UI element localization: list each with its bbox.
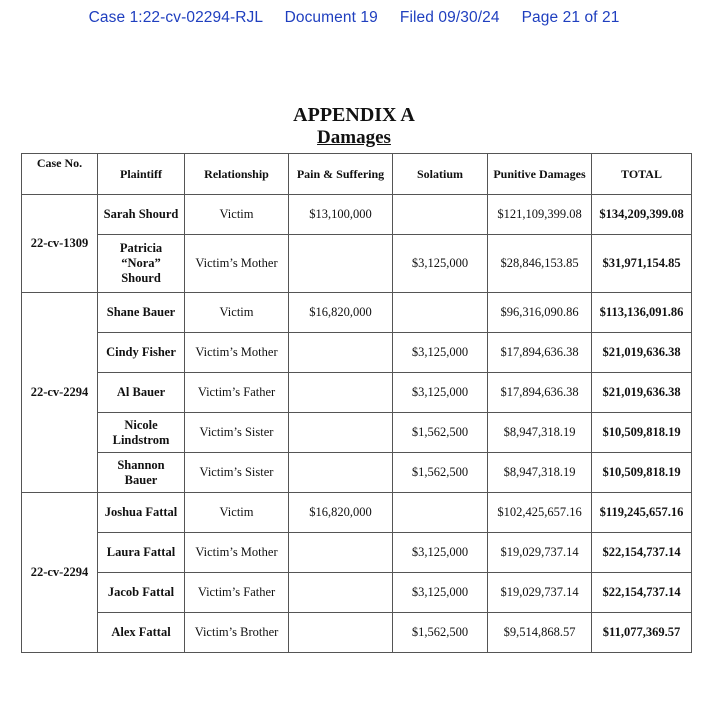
- solatium-cell: [393, 493, 488, 533]
- total-cell: $119,245,657.16: [592, 493, 692, 533]
- relationship-cell: Victim: [185, 493, 289, 533]
- pain-suffering-cell: $16,820,000: [289, 293, 393, 333]
- total-cell: $31,971,154.85: [592, 235, 692, 293]
- punitive-damages-cell: $8,947,318.19: [488, 453, 592, 493]
- pain-suffering-cell: $16,820,000: [289, 493, 393, 533]
- relationship-cell: Victim’s Mother: [185, 333, 289, 373]
- punitive-damages-cell: $96,316,090.86: [488, 293, 592, 333]
- solatium-cell: [393, 293, 488, 333]
- relationship-cell: Victim’s Sister: [185, 453, 289, 493]
- plaintiff-cell: Shane Bauer: [98, 293, 185, 333]
- column-header: Punitive Damages: [488, 154, 592, 195]
- solatium-cell: $3,125,000: [393, 533, 488, 573]
- table-row: [22, 293, 692, 333]
- plaintiff-cell: Laura Fattal: [98, 533, 185, 573]
- solatium-cell: $3,125,000: [393, 333, 488, 373]
- solatium-cell: $3,125,000: [393, 373, 488, 413]
- pain-suffering-cell: [289, 453, 393, 493]
- header-document-number: Document 19: [284, 9, 378, 26]
- case-number-cell: 22-cv-2294: [22, 293, 98, 493]
- plaintiff-cell: Al Bauer: [98, 373, 185, 413]
- column-header: Case No.: [22, 154, 98, 195]
- solatium-cell: $1,562,500: [393, 453, 488, 493]
- punitive-damages-cell: $17,894,636.38: [488, 333, 592, 373]
- plaintiff-cell: Cindy Fisher: [98, 333, 185, 373]
- table-row: [22, 333, 692, 373]
- header-page-number: Page 21 of 21: [521, 9, 620, 26]
- pain-suffering-cell: [289, 333, 393, 373]
- appendix-subtitle: Damages: [317, 127, 391, 148]
- solatium-cell: $1,562,500: [393, 613, 488, 653]
- column-header: Plaintiff: [98, 154, 185, 195]
- punitive-damages-cell: $17,894,636.38: [488, 373, 592, 413]
- pain-suffering-cell: [289, 613, 393, 653]
- column-header: Solatium: [393, 154, 488, 195]
- plaintiff-cell: Sarah Shourd: [98, 195, 185, 235]
- table-row: [22, 235, 692, 293]
- punitive-damages-cell: $19,029,737.14: [488, 533, 592, 573]
- table-row: [22, 453, 692, 493]
- relationship-cell: Victim’s Brother: [185, 613, 289, 653]
- total-cell: $22,154,737.14: [592, 573, 692, 613]
- solatium-cell: $3,125,000: [393, 573, 488, 613]
- punitive-damages-cell: $19,029,737.14: [488, 573, 592, 613]
- total-cell: $134,209,399.08: [592, 195, 692, 235]
- table-row: [22, 413, 692, 453]
- punitive-damages-cell: $9,514,868.57: [488, 613, 592, 653]
- total-cell: $21,019,636.38: [592, 373, 692, 413]
- table-row: [22, 195, 692, 235]
- total-cell: $21,019,636.38: [592, 333, 692, 373]
- total-cell: $113,136,091.86: [592, 293, 692, 333]
- total-cell: $22,154,737.14: [592, 533, 692, 573]
- plaintiff-cell: Joshua Fattal: [98, 493, 185, 533]
- relationship-cell: Victim: [185, 293, 289, 333]
- table-row: [22, 613, 692, 653]
- header-case-number: Case 1:22-cv-02294-RJL: [88, 9, 263, 26]
- column-header: Relationship: [185, 154, 289, 195]
- table-row: [22, 373, 692, 413]
- table-row: [22, 573, 692, 613]
- case-number-cell: 22-cv-2294: [22, 493, 98, 653]
- pain-suffering-cell: [289, 373, 393, 413]
- table-body: [22, 195, 692, 653]
- plaintiff-cell: Shannon Bauer: [98, 453, 185, 493]
- relationship-cell: Victim’s Sister: [185, 413, 289, 453]
- relationship-cell: Victim’s Father: [185, 573, 289, 613]
- damages-table: [21, 153, 692, 653]
- relationship-cell: Victim’s Father: [185, 373, 289, 413]
- plaintiff-cell: Alex Fattal: [98, 613, 185, 653]
- total-cell: $10,509,818.19: [592, 453, 692, 493]
- plaintiff-cell: Jacob Fattal: [98, 573, 185, 613]
- punitive-damages-cell: $28,846,153.85: [488, 235, 592, 293]
- column-header: TOTAL: [592, 154, 692, 195]
- appendix-title: APPENDIX A: [293, 104, 415, 126]
- solatium-cell: [393, 195, 488, 235]
- relationship-cell: Victim: [185, 195, 289, 235]
- punitive-damages-cell: $8,947,318.19: [488, 413, 592, 453]
- pain-suffering-cell: [289, 533, 393, 573]
- total-cell: $11,077,369.57: [592, 613, 692, 653]
- pain-suffering-cell: [289, 573, 393, 613]
- table-row: [22, 493, 692, 533]
- table-header-row: [22, 154, 692, 195]
- relationship-cell: Victim’s Mother: [185, 235, 289, 293]
- plaintiff-cell: Nicole Lindstrom: [98, 413, 185, 453]
- pain-suffering-cell: $13,100,000: [289, 195, 393, 235]
- header-filed-date: Filed 09/30/24: [399, 9, 500, 26]
- pain-suffering-cell: [289, 413, 393, 453]
- pain-suffering-cell: [289, 235, 393, 293]
- table-row: [22, 533, 692, 573]
- solatium-cell: $3,125,000: [393, 235, 488, 293]
- plaintiff-cell: Patricia “Nora” Shourd: [98, 235, 185, 293]
- punitive-damages-cell: $102,425,657.16: [488, 493, 592, 533]
- relationship-cell: Victim’s Mother: [185, 533, 289, 573]
- punitive-damages-cell: $121,109,399.08: [488, 195, 592, 235]
- filing-header: [0, 9, 708, 27]
- case-number-cell: 22-cv-1309: [22, 195, 98, 293]
- column-header: Pain & Suffering: [289, 154, 393, 195]
- solatium-cell: $1,562,500: [393, 413, 488, 453]
- total-cell: $10,509,818.19: [592, 413, 692, 453]
